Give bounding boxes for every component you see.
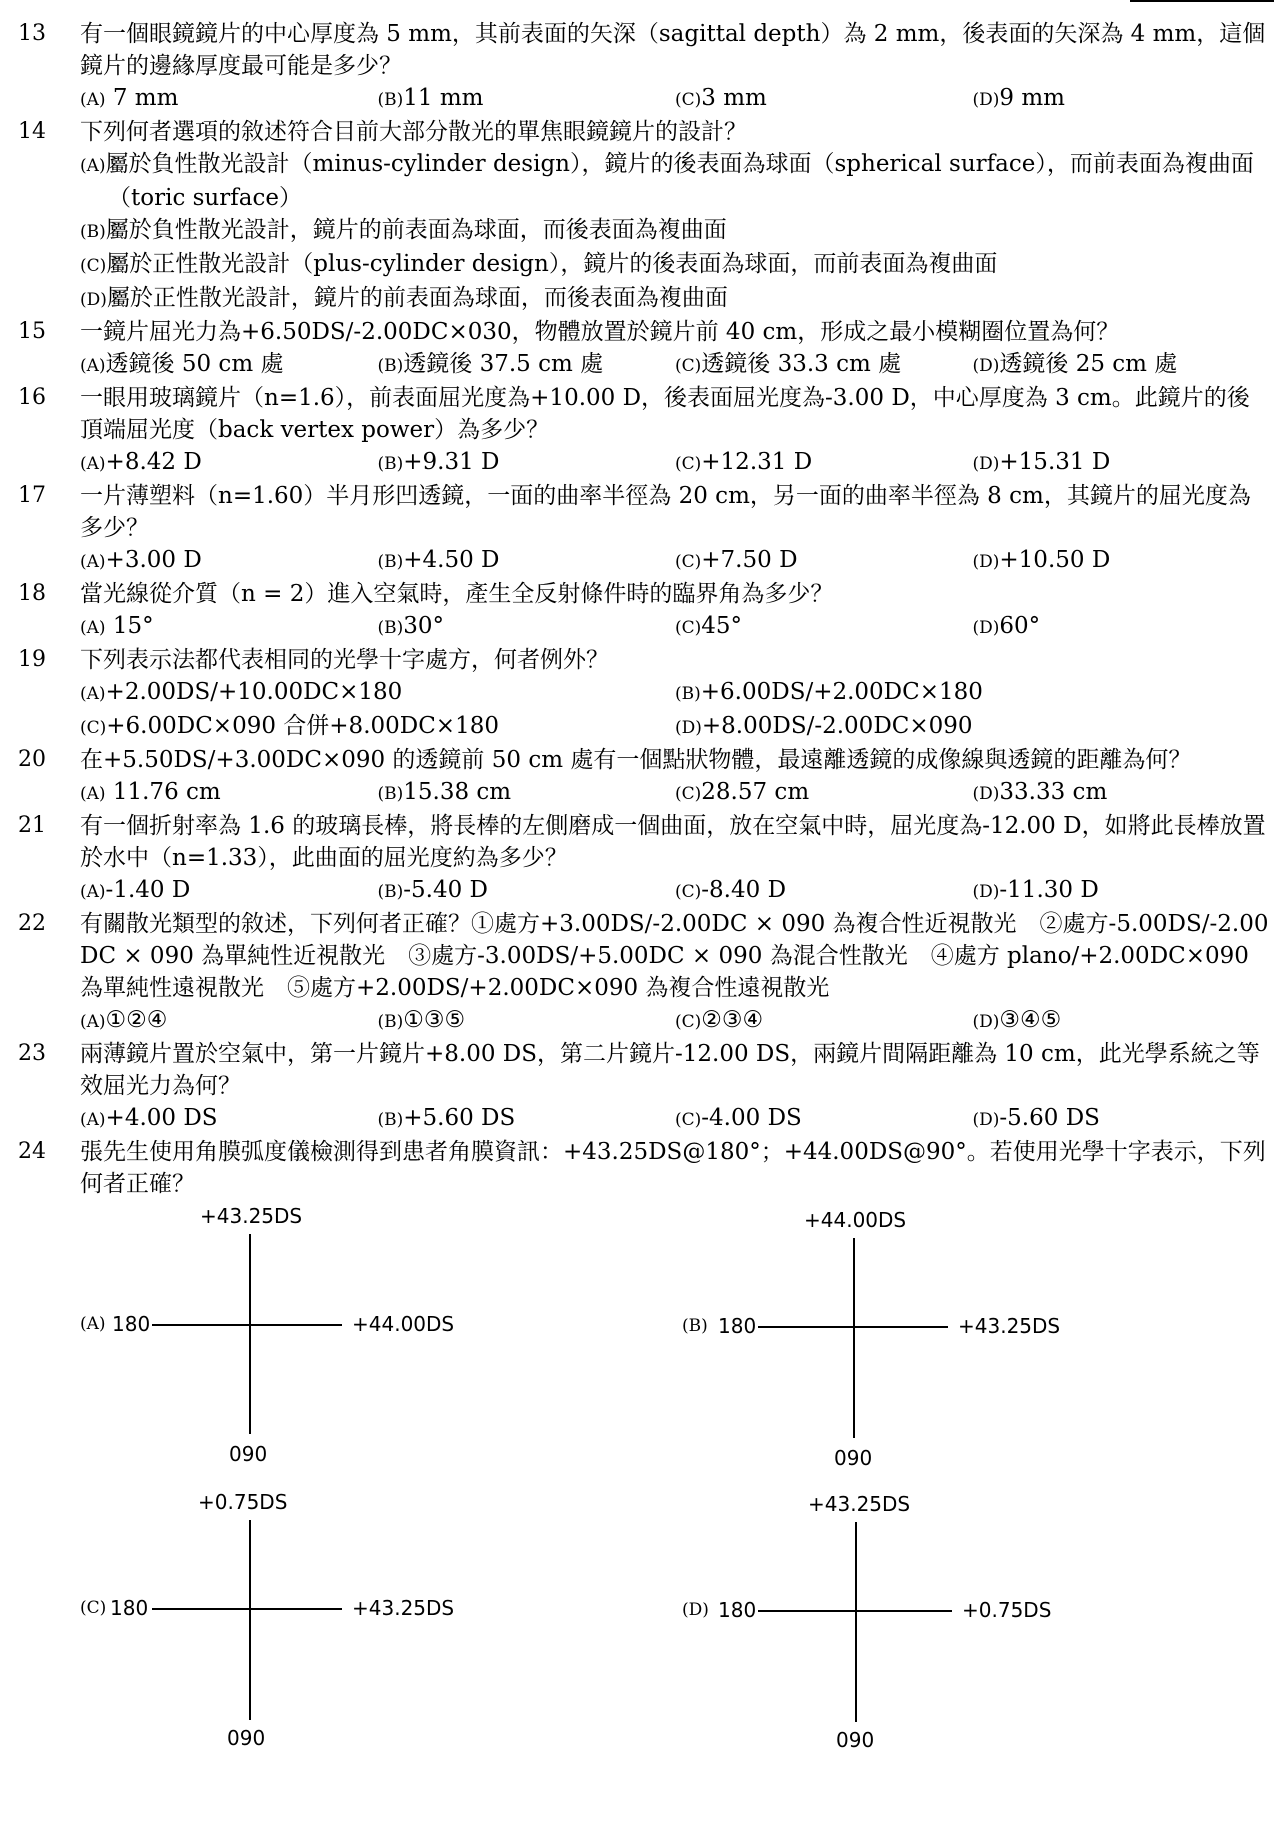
question-stem: 有關散光類型的敘述，下列何者正確？①處方+3.00DS/-2.00DC × 090 為複合性近視散光 ②處方-5.00DS/-2.00DC × 090 為單純性近視散光 ③處方-3.00DS/+5.00DC × 090 為混合性散光 ④處方 plano/+2.00DC×090 為單純性遠視散光 ⑤處方+2.00DS/+2.00DC×090 為複合性遠視散光 (80, 911, 1269, 1001)
cross-right-label: +43.25DS (352, 1596, 455, 1620)
option-a[interactable]: (A)+2.00DS/+10.00DC×180 (80, 679, 403, 705)
question-18 (0, 578, 1274, 644)
cross-left-label: 180 (718, 1314, 757, 1338)
question-16 (0, 382, 1274, 480)
cross-top-label: +44.00DS (804, 1208, 907, 1232)
cross-bottom-label: 090 (227, 1726, 266, 1750)
question-stem: 當光線從介質（n = 2）進入空氣時，產生全反射條件時的臨界角為多少？ (80, 581, 834, 607)
cross-left-label: 180 (718, 1598, 757, 1622)
option-c[interactable]: (C)屬於正性散光設計（plus-cylinder design），鏡片的後表面為球面，而前表面為複曲面 (80, 251, 998, 277)
question-stem: 一眼用玻璃鏡片（n=1.6），前表面屈光度為+10.00 D，後表面屈光度為-3.00 D，中心厚度為 3 cm。此鏡片的後頂端屈光度（back vertex power）為多少？ (80, 385, 1250, 443)
question-number: 15 (18, 319, 46, 344)
option-c[interactable]: (C)-8.40 D (675, 877, 787, 903)
option-c[interactable]: (C)45° (675, 613, 743, 639)
option-a[interactable]: (A)+4.00 DS (80, 1105, 218, 1131)
optical-cross-c[interactable] (0, 1490, 637, 1790)
option-a[interactable]: (A) 11.76 cm (80, 779, 221, 805)
cross-vertical-line (249, 1234, 251, 1434)
option-b[interactable]: (B)11 mm (377, 85, 484, 111)
question-number: 24 (18, 1139, 46, 1164)
header-rule (1130, 0, 1274, 2)
question-stem: 下列何者選項的敘述符合目前大部分散光的單焦眼鏡鏡片的設計？ (80, 119, 747, 145)
question-21 (0, 810, 1274, 908)
option-label: (B) (682, 1316, 708, 1336)
question-20 (0, 744, 1274, 810)
option-b[interactable]: (B)+5.60 DS (377, 1105, 516, 1131)
cross-horizontal-line (758, 1326, 948, 1328)
option-b[interactable]: (B)屬於負性散光設計，鏡片的前表面為球面，而後表面為複曲面 (80, 217, 727, 243)
question-stem: 張先生使用角膜弧度儀檢測得到患者角膜資訊：+43.25DS@180°；+44.00DS@90°。若使用光學十字表示，下列何者正確？ (80, 1139, 1266, 1197)
optical-cross-b[interactable] (602, 1204, 1239, 1504)
question-14 (0, 116, 1274, 316)
cross-horizontal-line (152, 1324, 342, 1326)
option-d[interactable]: (D)-5.60 DS (972, 1105, 1100, 1131)
question-23 (0, 1038, 1274, 1136)
option-a[interactable]: (A)①②④ (80, 1007, 168, 1033)
optical-cross-d[interactable] (602, 1490, 1239, 1790)
cross-bottom-label: 090 (836, 1728, 875, 1752)
option-b[interactable]: (B)+9.31 D (377, 449, 500, 475)
option-c[interactable]: (C)②③④ (675, 1007, 764, 1033)
option-c[interactable]: (C)透鏡後 33.3 cm 處 (675, 351, 902, 377)
cross-vertical-line (249, 1520, 251, 1720)
cross-horizontal-line (758, 1610, 952, 1612)
option-d[interactable]: (D)+10.50 D (972, 547, 1111, 573)
option-c[interactable]: (C)+6.00DC×090 合併+8.00DC×180 (80, 713, 499, 739)
question-stem: 兩薄鏡片置於空氣中，第一片鏡片+8.00 DS，第二片鏡片-12.00 DS，兩鏡片間隔距離為 10 cm，此光學系統之等效屈光力為何？ (80, 1041, 1260, 1099)
option-d[interactable]: (D)9 mm (972, 85, 1065, 111)
option-c[interactable]: (C)-4.00 DS (675, 1105, 802, 1131)
question-number: 19 (18, 647, 46, 672)
question-number: 14 (18, 119, 46, 144)
cross-left-label: 180 (110, 1596, 149, 1620)
question-number: 20 (18, 747, 46, 772)
cross-bottom-label: 090 (229, 1442, 268, 1466)
question-stem: 一鏡片屈光力為+6.50DS/-2.00DC×030，物體放置於鏡片前 40 cm，形成之最小模糊圈位置為何？ (80, 319, 1120, 345)
option-d[interactable]: (D)+8.00DS/-2.00DC×090 (675, 713, 973, 739)
question-number: 16 (18, 385, 46, 410)
optical-cross-a[interactable] (0, 1204, 637, 1504)
option-d[interactable]: (D)60° (972, 613, 1041, 639)
option-label: (A) (80, 1314, 106, 1334)
option-d[interactable]: (D)透鏡後 25 cm 處 (972, 351, 1178, 377)
question-13 (0, 18, 1274, 116)
question-22 (0, 908, 1274, 1038)
option-b[interactable]: (B)透鏡後 37.5 cm 處 (377, 351, 604, 377)
cross-left-label: 180 (112, 1312, 151, 1336)
question-number: 18 (18, 581, 46, 606)
question-24 (0, 1136, 1274, 1200)
option-a[interactable]: (A) 7 mm (80, 85, 179, 111)
option-a[interactable]: (A)+8.42 D (80, 449, 202, 475)
cross-vertical-line (853, 1238, 855, 1438)
question-stem: 有一個折射率為 1.6 的玻璃長棒，將長棒的左側磨成一個曲面，放在空氣中時，屈光度為-12.00 D，如將此長棒放置於水中（n=1.33），此曲面的屈光度約為多少？ (80, 813, 1266, 871)
question-stem: 下列表示法都代表相同的光學十字處方，何者例外？ (80, 647, 609, 673)
question-number: 13 (18, 21, 46, 46)
option-b[interactable]: (B)①③⑤ (377, 1007, 466, 1033)
option-label: (D) (682, 1600, 709, 1620)
option-label: (C) (80, 1598, 107, 1618)
option-d[interactable]: (D)33.33 cm (972, 779, 1108, 805)
cross-right-label: +43.25DS (958, 1314, 1061, 1338)
option-d[interactable]: (D)-11.30 D (972, 877, 1099, 903)
option-b[interactable]: (B)-5.40 D (377, 877, 488, 903)
option-b[interactable]: (B)+4.50 D (377, 547, 500, 573)
question-stem: 有一個眼鏡鏡片的中心厚度為 5 mm，其前表面的矢深（sagittal depth）為 2 mm，後表面的矢深為 4 mm，這個鏡片的邊緣厚度最可能是多少？ (80, 21, 1266, 79)
option-a[interactable]: (A) 15° (80, 613, 154, 639)
option-c[interactable]: (C)3 mm (675, 85, 767, 111)
cross-horizontal-line (152, 1608, 342, 1610)
question-19 (0, 644, 1274, 744)
question-15 (0, 316, 1274, 382)
option-d[interactable]: (D)屬於正性散光設計，鏡片的前表面為球面，而後表面為複曲面 (80, 285, 728, 311)
cross-right-label: +0.75DS (962, 1598, 1052, 1622)
optical-cross-options (0, 1204, 1274, 1804)
question-number: 22 (18, 911, 46, 936)
question-number: 17 (18, 483, 46, 508)
option-d[interactable]: (D)+15.31 D (972, 449, 1111, 475)
option-a[interactable]: (A)透鏡後 50 cm 處 (80, 351, 284, 377)
option-b[interactable]: (B)30° (377, 613, 445, 639)
option-d[interactable]: (D)③④⑤ (972, 1007, 1062, 1033)
question-stem: 在+5.50DS/+3.00DC×090 的透鏡前 50 cm 處有一個點狀物體，最遠離透鏡的成像線與透鏡的距離為何？ (80, 747, 1192, 773)
cross-top-label: +43.25DS (808, 1492, 911, 1516)
question-stem: 一片薄塑料（n=1.60）半月形凹透鏡，一面的曲率半徑為 20 cm，另一面的曲率半徑為 8 cm，其鏡片的屈光度為多少？ (80, 483, 1251, 541)
cross-top-label: +43.25DS (200, 1204, 303, 1228)
exam-page (0, 18, 1274, 1804)
question-17 (0, 480, 1274, 578)
option-b[interactable]: (B)+6.00DS/+2.00DC×180 (675, 679, 983, 705)
question-number: 21 (18, 813, 46, 838)
cross-bottom-label: 090 (834, 1446, 873, 1470)
cross-vertical-line (855, 1522, 857, 1722)
option-a[interactable]: (A)-1.40 D (80, 877, 191, 903)
question-number: 23 (18, 1041, 46, 1066)
option-c[interactable]: (C)+12.31 D (675, 449, 813, 475)
option-b[interactable]: (B)15.38 cm (377, 779, 512, 805)
option-c[interactable]: (C)28.57 cm (675, 779, 810, 805)
option-a[interactable]: (A)+3.00 D (80, 547, 202, 573)
cross-right-label: +44.00DS (352, 1312, 455, 1336)
option-c[interactable]: (C)+7.50 D (675, 547, 798, 573)
cross-top-label: +0.75DS (198, 1490, 288, 1514)
option-a[interactable]: (A)屬於負性散光設計（minus-cylinder design），鏡片的後表面為球面（spherical surface），而前表面為複曲面（toric surface） (80, 151, 1254, 211)
